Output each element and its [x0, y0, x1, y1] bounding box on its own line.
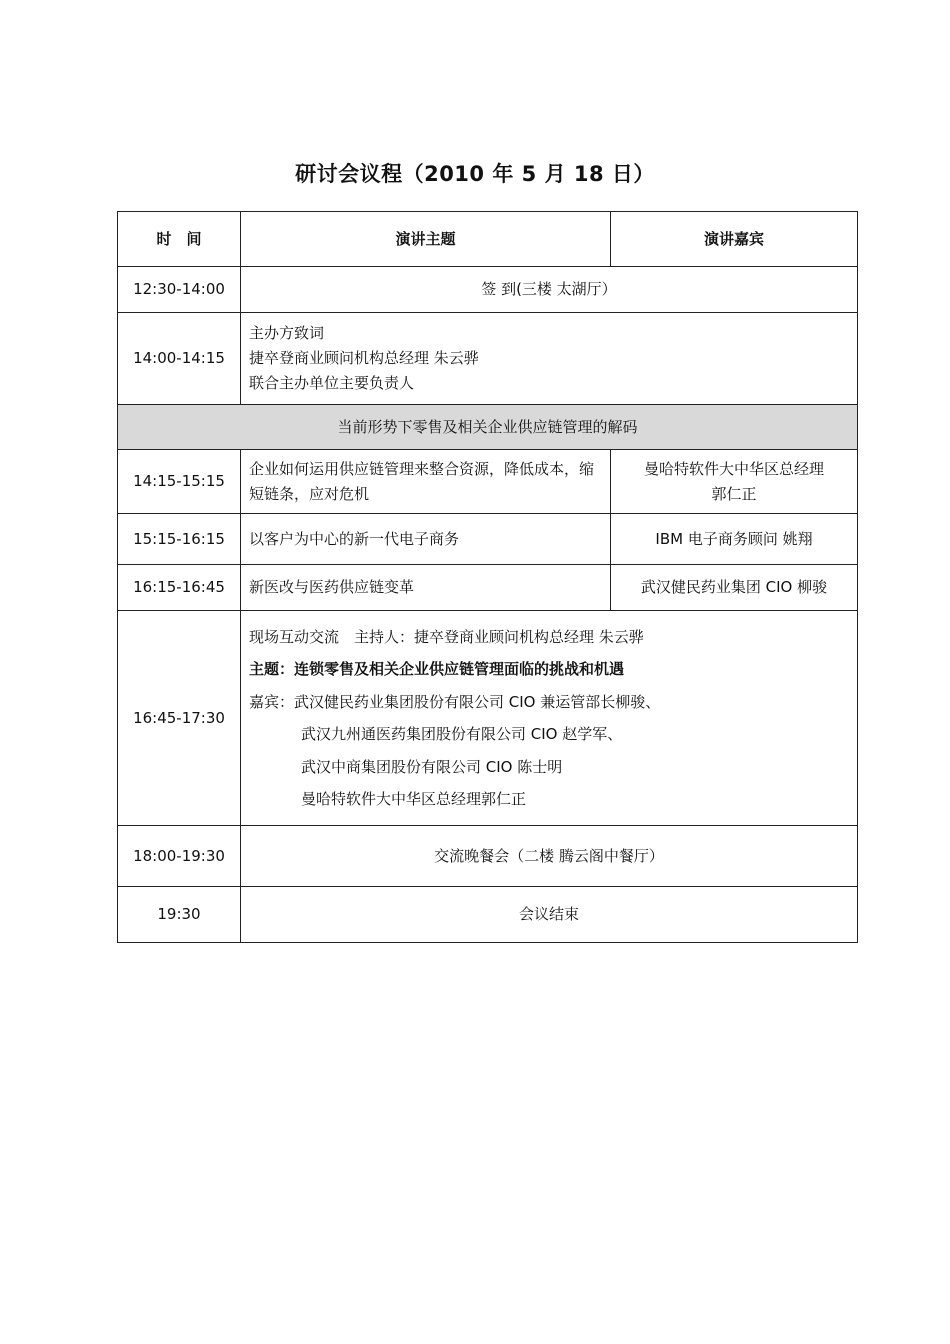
table-row [118, 611, 858, 826]
content-cell: 交流晚餐会（二楼 腾云阁中餐厅） [241, 826, 858, 887]
time-cell: 12:30-14:00 [118, 267, 241, 313]
section-title: 当前形势下零售及相关企业供应链管理的解码 [118, 405, 858, 450]
guest-name: 武汉健民药业集团股份有限公司 CIO 兼运管部长柳骏、 [294, 692, 661, 711]
time-cell: 14:00-14:15 [118, 313, 241, 405]
page-title: 研讨会议程（2010 年 5 月 18 日） [295, 162, 655, 186]
content-line: 联合主办单位主要负责人 [249, 374, 415, 392]
content-cell: 签 到(三楼 太湖厅） [241, 267, 858, 313]
speaker-cell: 武汉健民药业集团 CIO 柳骏 [611, 565, 858, 611]
header-time: 时 间 [118, 212, 241, 267]
guest-line [249, 686, 849, 719]
table-row [118, 887, 858, 943]
speaker-cell [611, 450, 858, 514]
content-cell: 会议结束 [241, 887, 858, 943]
speaker-line: 曼哈特软件大中华区总经理 [643, 459, 824, 478]
table-row [118, 514, 858, 565]
time-cell: 18:00-19:30 [118, 826, 241, 887]
header-topic: 演讲主题 [241, 212, 611, 267]
table-row [118, 565, 858, 611]
time-cell: 16:15-16:45 [118, 565, 241, 611]
speaker-cell: IBM 电子商务顾问 姚翔 [611, 514, 858, 565]
discussion-cell [241, 611, 858, 826]
speaker-line: 郭仁正 [711, 484, 757, 503]
topic-cell: 企业如何运用供应链管理来整合资源，降低成本，缩短链条，应对危机 [241, 450, 611, 514]
section-row [118, 405, 858, 450]
time-cell: 14:15-15:15 [118, 450, 241, 514]
content-line: 捷卒登商业顾问机构总经理 朱云骅 [249, 349, 479, 367]
topic-cell: 以客户为中心的新一代电子商务 [241, 514, 611, 565]
discussion-theme: 主题：连锁零售及相关企业供应链管理面临的挑战和机遇 [249, 660, 625, 678]
header-speaker: 演讲嘉宾 [611, 212, 858, 267]
guest-line: 曼哈特软件大中华区总经理郭仁正 [301, 790, 527, 808]
guest-line: 武汉九州通医药集团股份有限公司 CIO 赵学军、 [301, 725, 623, 743]
table-row [118, 267, 858, 313]
guest-line: 武汉中商集团股份有限公司 CIO 陈士明 [301, 757, 563, 776]
topic-cell: 新医改与医药供应链变革 [241, 565, 611, 611]
agenda-table [117, 211, 858, 943]
discussion-intro: 现场互动交流 主持人：捷卒登商业顾问机构总经理 朱云骅 [249, 627, 644, 646]
time-cell: 15:15-16:15 [118, 514, 241, 565]
table-row [118, 313, 858, 405]
content-cell [241, 313, 858, 405]
table-header-row [118, 212, 858, 267]
table-row [118, 826, 858, 887]
time-cell: 16:45-17:30 [118, 611, 241, 826]
time-cell: 19:30 [118, 887, 241, 943]
guests-label: 嘉宾： [249, 692, 295, 711]
table-row [118, 450, 858, 514]
content-line: 主办方致词 [249, 324, 325, 342]
